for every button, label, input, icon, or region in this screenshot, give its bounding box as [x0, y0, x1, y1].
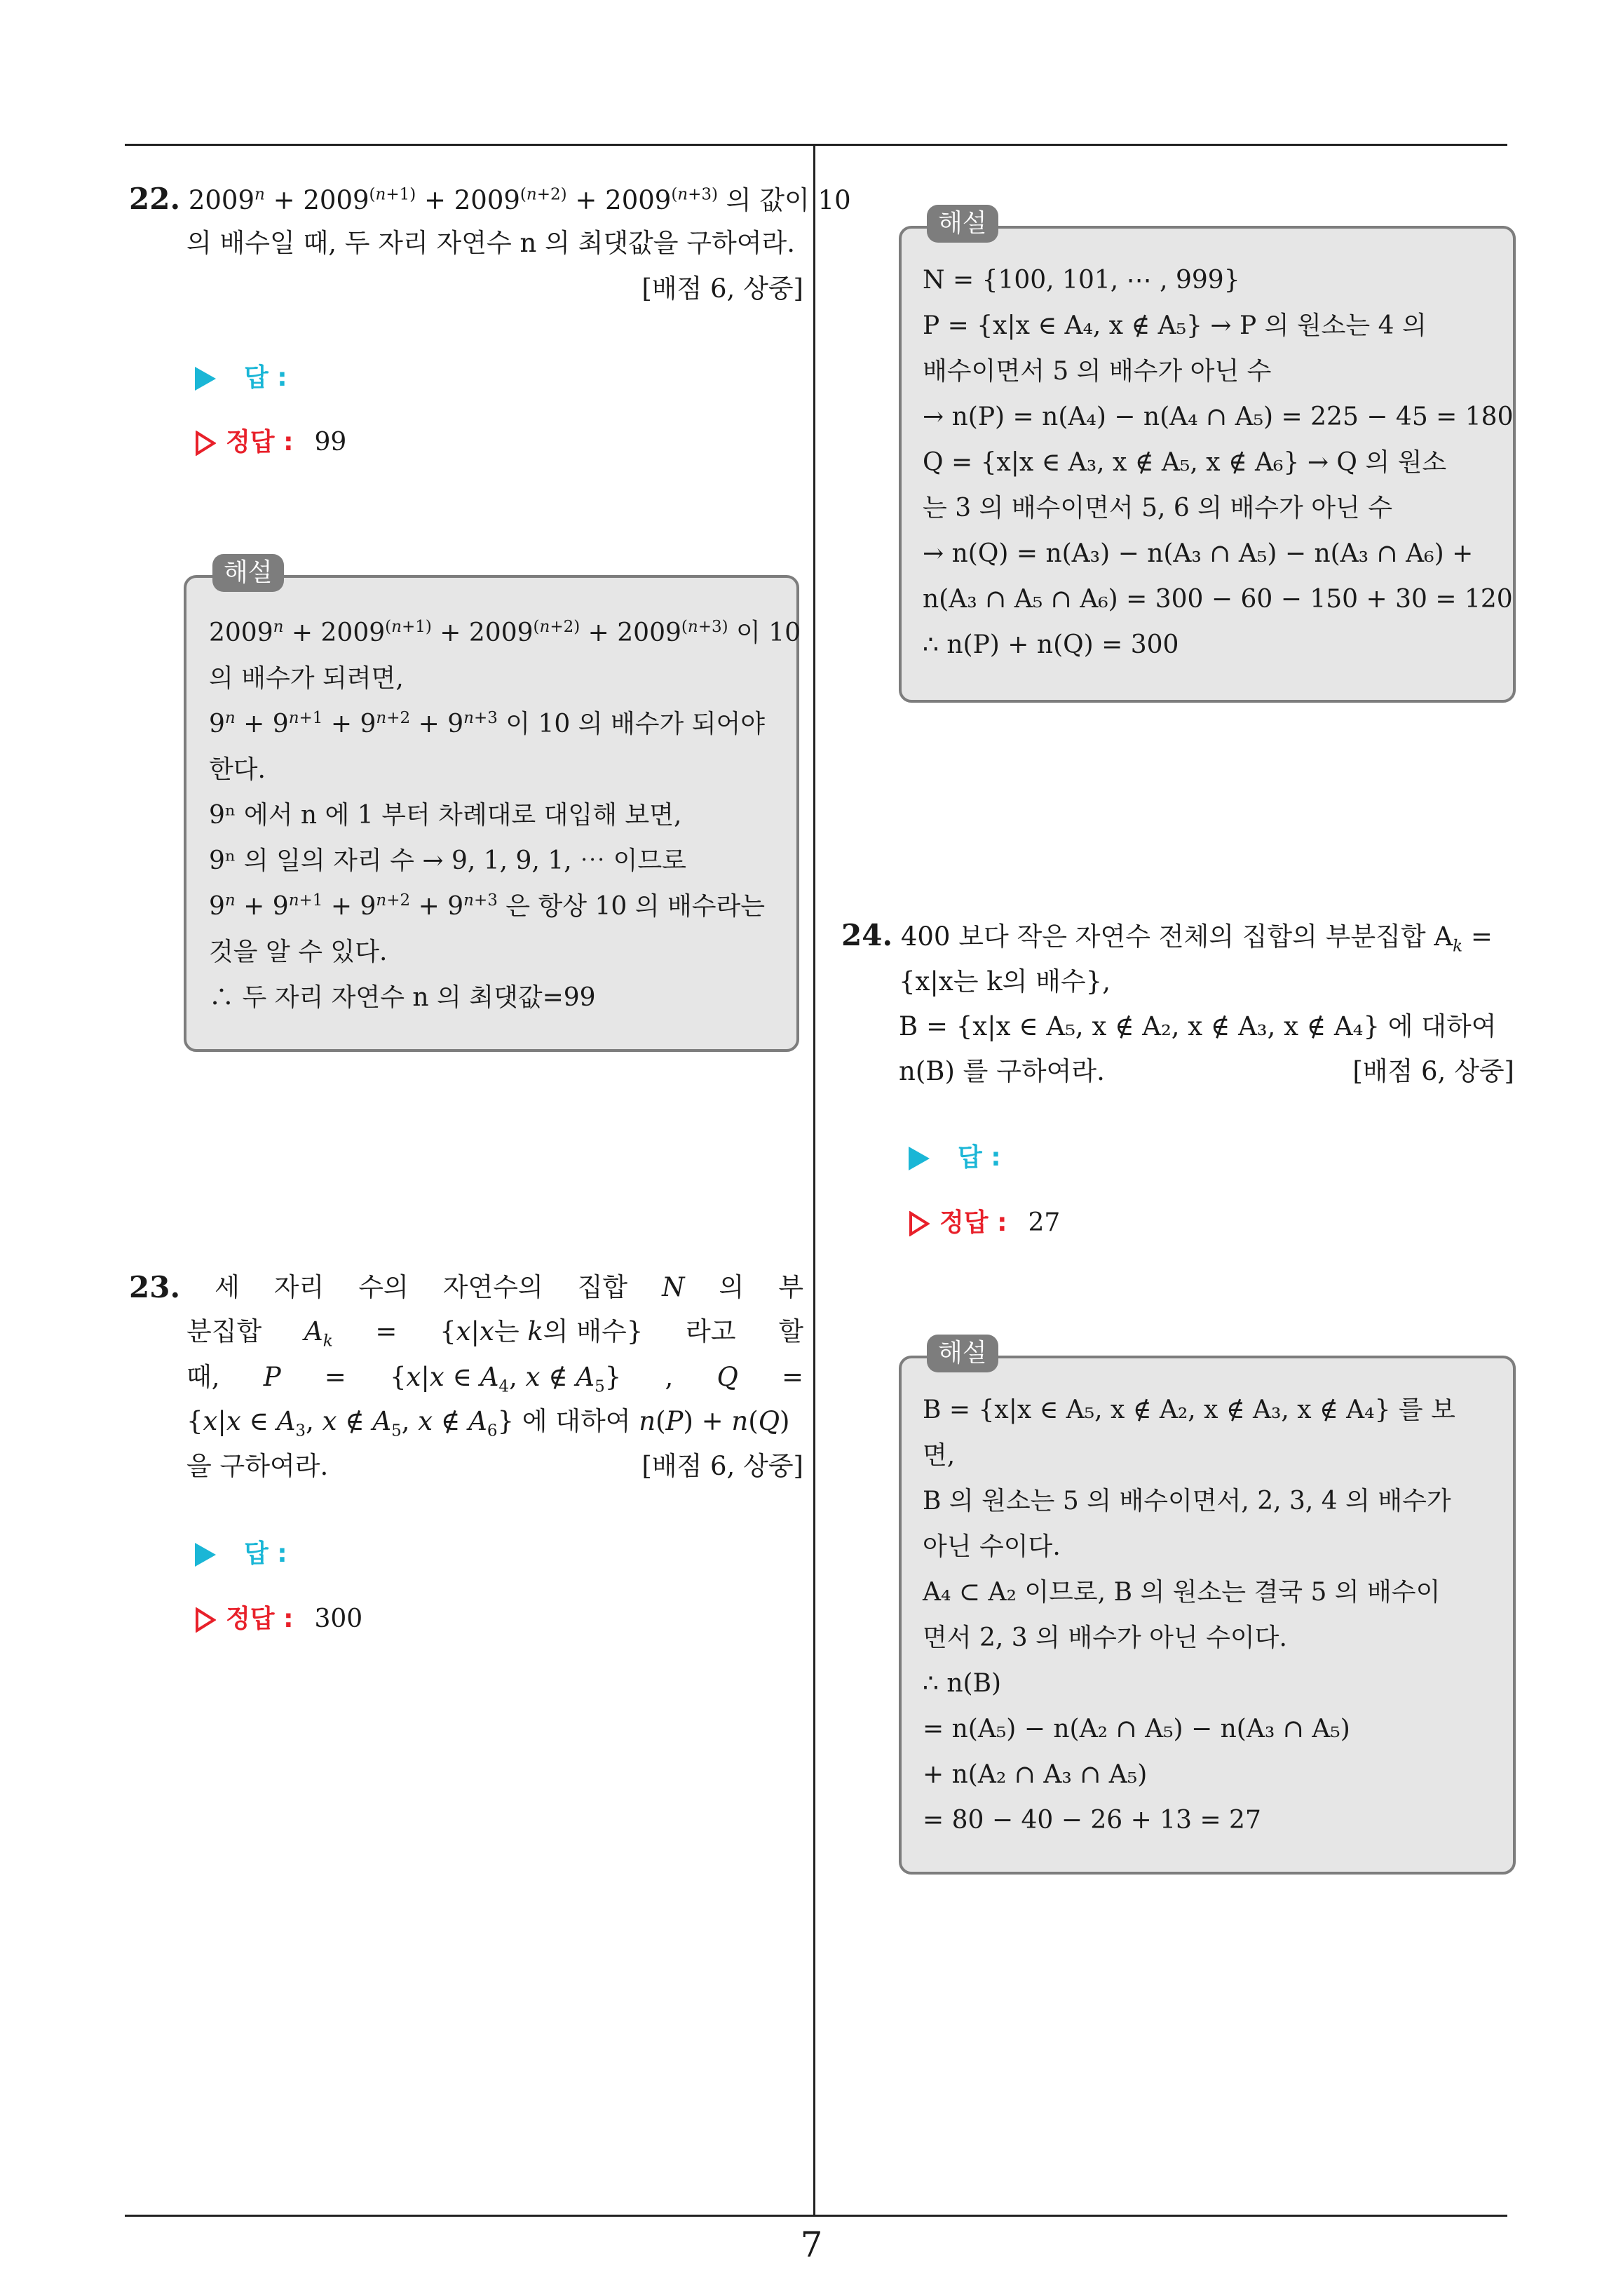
q23-line4: {x|x ∈ $A_3$, x ∉ $A_5$, x ∉ $A_6$} 에 대하여 n(P) + n(Q) — [186, 1406, 790, 1440]
q24-expl-line6: 면서 2, 3 의 배수가 아닌 수이다. — [923, 1623, 1287, 1652]
q24-expl-line8: = n(A₅) − n(A₂ ∩ A₅) − n(A₃ ∩ A₅) — [923, 1715, 1350, 1743]
q22-meta: [배점 6, 상중] — [641, 274, 803, 304]
q23-expl-line3: 배수이면서 5 의 배수가 아닌 수 — [923, 357, 1272, 386]
q24-line4: n(B) 를 구하여라. [배점 6, 상중] — [899, 1055, 1514, 1088]
q24-expl-line10: = 80 − 40 − 26 + 13 = 27 — [923, 1806, 1261, 1835]
q23-answer-value: 300 — [314, 1605, 363, 1633]
q22-line1: 22. $2009^n + 2009^{(n+1)} + 2009^{(n+2)} + 2009^{(n+3)}$ 의 값이 10 — [129, 182, 851, 216]
q23-line3: 때, P = {x|x ∈ $A_4$, x ∉ $A_5$} , Q = — [186, 1362, 803, 1396]
q24-answer-label: 답 : — [909, 1137, 1001, 1173]
q22-line2: 의 배수일 때, 두 자리 자연수 n 의 최댓값을 구하여라. — [186, 228, 796, 258]
q23-answer-label: 답 : — [195, 1534, 287, 1569]
q24-line3: B = {x|x ∈ A₅, x ∉ A₂, x ∉ A₃, x ∉ A₄} 에 대하여 — [899, 1011, 1497, 1041]
q23-line2: 분집합 $A_k$ = {x|x는 k의 배수} 라고 할 — [186, 1316, 803, 1351]
q22-number: 22. — [129, 182, 181, 216]
q24-expl-line2: 면, — [923, 1441, 956, 1470]
page-number: 7 — [800, 2224, 823, 2265]
bottom-rule — [125, 2215, 1507, 2217]
q24-line1: 24. 400 보다 작은 자연수 전체의 집합의 부분집합 $A_k$ = — [841, 918, 1493, 956]
filled-triangle-icon — [195, 1543, 216, 1567]
q24-meta: [배점 6, 상중] — [1352, 1056, 1514, 1086]
q23-expl-line4: → n(P) = n(A₄) − n(A₄ ∩ A₅) = 225 − 45 = 180 — [923, 403, 1514, 431]
q23-expl-line6: 는 3 의 배수이면서 5, 6 의 배수가 아닌 수 — [923, 494, 1393, 522]
q23-number: 23. — [129, 1270, 181, 1304]
q24-expl-line7: ∴ n(B) — [923, 1669, 1002, 1698]
q23-expl-line8: n(A₃ ∩ A₅ ∩ A₆) = 300 − 60 − 150 + 30 = 120 — [923, 585, 1513, 614]
q23-expl-line5: Q = {x|x ∈ A₃, x ∉ A₅, x ∉ A₆} → Q 의 원소 — [923, 448, 1447, 477]
q22-expl-line5: 9ⁿ 에서 n 에 1 부터 차례대로 대입해 보면, — [209, 801, 682, 830]
q24-number: 24. — [841, 918, 893, 952]
q24-expl-line4: 아닌 수이다. — [923, 1532, 1061, 1561]
top-rule — [125, 144, 1507, 146]
q22-expl-line3: $9^n + 9^{n+1} + 9^{n+2} + 9^{n+3}$ 이 10 의 배수가 되어야 — [209, 709, 766, 738]
q22-expl-line1: $2009^n + 2009^{(n+1)} + 2009^{(n+2)} + 2009^{(n+3)}$ 이 10 — [209, 618, 801, 647]
outline-triangle-icon — [195, 431, 216, 456]
q23-expl-line1: N = {100, 101, ⋯ , 999} — [923, 266, 1240, 295]
q23-line5: 을 구하여라. [배점 6, 상중] — [186, 1450, 803, 1483]
filled-triangle-icon — [909, 1147, 930, 1170]
q22-explanation-box — [184, 575, 799, 1052]
q23-explanation-tag: 해설 — [927, 205, 998, 243]
q22-expl-line6: 9ⁿ 의 일의 자리 수 → 9, 1, 9, 1, ⋯ 이므로 — [209, 846, 686, 875]
q24-answer-value: 27 — [1028, 1208, 1061, 1237]
q24-line2: {x|x는 k의 배수}, — [899, 966, 1111, 997]
outline-triangle-icon — [909, 1211, 930, 1236]
outline-triangle-icon — [195, 1607, 216, 1633]
q24-explanation-tag: 해설 — [927, 1335, 998, 1372]
q23-expl-line7: → n(Q) = n(A₃) − n(A₃ ∩ A₅) − n(A₃ ∩ A₆) + — [923, 539, 1474, 568]
q24-correct-answer: 정답 : 27 — [909, 1203, 1060, 1238]
q23-meta: [배점 6, 상중] — [641, 1451, 803, 1481]
q24-expl-line5: A₄ ⊂ A₂ 이므로, B 의 원소는 결국 5 의 배수이 — [923, 1578, 1441, 1607]
q22-explanation-tag: 해설 — [212, 554, 284, 592]
filled-triangle-icon — [195, 367, 216, 391]
q23-expl-line2: P = {x|x ∈ A₄, x ∉ A₅} → P 의 원소는 4 의 — [923, 311, 1427, 340]
q22-expl-line4: 한다. — [209, 755, 266, 784]
q22-expl-line9: ∴ 두 자리 자연수 n 의 최댓값=99 — [209, 983, 596, 1012]
q23-line1: 23. 세 자리 수의 자연수의 집합 N 의 부 — [129, 1270, 803, 1304]
q22-expl-line7: $9^n + 9^{n+1} + 9^{n+2} + 9^{n+3}$ 은 항상 10 의 배수라는 — [209, 891, 766, 921]
q24-expl-line1: B = {x|x ∈ A₅, x ∉ A₂, x ∉ A₃, x ∉ A₄} 를 보 — [923, 1396, 1455, 1424]
q22-expl-line2: 의 배수가 되려면, — [209, 664, 404, 693]
q24-expl-line9: + n(A₂ ∩ A₃ ∩ A₅) — [923, 1760, 1148, 1789]
q23-correct-answer: 정답 : 300 — [195, 1599, 362, 1635]
column-divider — [813, 144, 815, 2216]
q23-expl-line9: ∴ n(P) + n(Q) = 300 — [923, 630, 1179, 659]
q22-expl-line8: 것을 알 수 있다. — [209, 938, 388, 966]
q22-correct-answer: 정답 : 99 — [195, 422, 346, 458]
q24-expl-line3: B 의 원소는 5 의 배수이면서, 2, 3, 4 의 배수가 — [923, 1487, 1451, 1515]
q24-explanation-box — [899, 1356, 1516, 1875]
q23-explanation-box — [899, 226, 1516, 703]
q22-answer-label: 답 : — [195, 358, 287, 393]
q22-answer-value: 99 — [314, 428, 347, 457]
